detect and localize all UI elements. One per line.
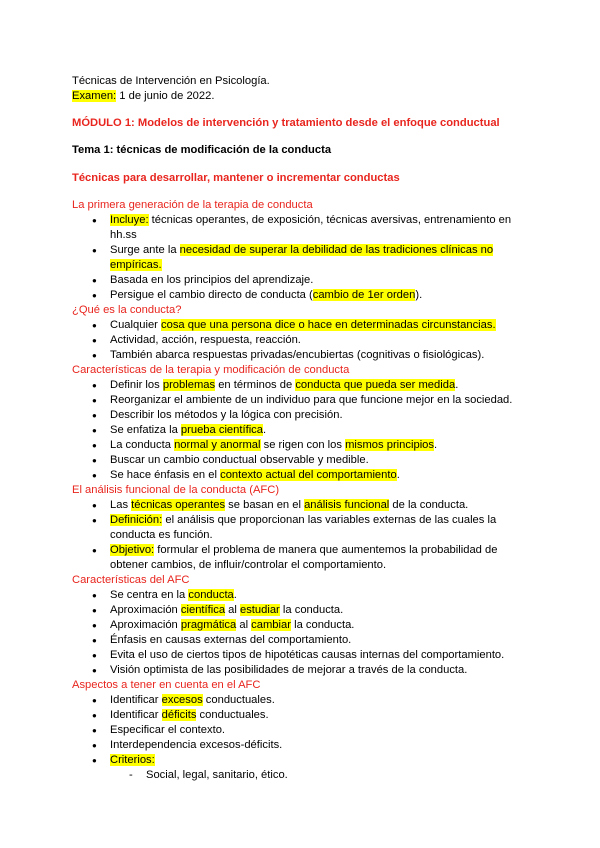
list-item xyxy=(72,438,532,453)
item-text: . xyxy=(263,424,267,436)
item-text: al xyxy=(225,604,240,616)
highlighted-text: conducta xyxy=(188,589,234,601)
highlighted-text: técnicas operantes xyxy=(131,499,226,511)
item-text: . xyxy=(396,469,400,481)
section-heading: La primera generación de la terapia de conducta xyxy=(72,199,313,211)
item-text: Las xyxy=(110,499,132,511)
item-text: Identificar xyxy=(110,709,162,721)
highlighted-text: necesidad de superar la debilidad de las tradiciones clínicas no empíricas. xyxy=(110,244,494,271)
list-item xyxy=(72,408,532,423)
item-text: Se centra en la xyxy=(110,589,189,601)
list-item xyxy=(72,378,532,393)
item-text: Actividad, acción, respuesta, reacción. xyxy=(110,334,301,346)
section-heading: Características del AFC xyxy=(72,574,190,586)
bullet-list xyxy=(72,498,532,573)
highlighted-text: pragmática xyxy=(180,619,237,631)
section-heading: Características de la terapia y modificación de conducta xyxy=(72,364,350,376)
sub-list-item: - Social, legal, sanitario, ético. xyxy=(72,768,532,783)
item-text: Evita el uso de ciertos tipos de hipotéticas causas internas del comportamiento. xyxy=(110,649,505,661)
item-text: Buscar un cambio conductual observable y medible. xyxy=(110,454,369,466)
list-item xyxy=(72,543,532,573)
item-text: También abarca respuestas privadas/encubiertas (cognitivas o fisiológicas). xyxy=(110,349,485,361)
item-text: Se hace énfasis en el xyxy=(110,469,221,481)
item-text: el análisis que proporcionan las variables externas de las cuales la conducta es función. xyxy=(110,514,497,541)
section-heading: El análisis funcional de la conducta (AFC) xyxy=(72,484,280,496)
item-text: Identificar xyxy=(110,694,162,706)
highlighted-text: Incluye: xyxy=(110,214,149,226)
highlighted-text: estudiar xyxy=(239,604,280,616)
item-text: La conducta xyxy=(110,439,175,451)
bullet-list xyxy=(72,318,532,363)
item-text: técnicas operantes, de exposición, técnicas aversivas, entrenamiento en hh.ss xyxy=(110,214,512,241)
highlighted-text: cambiar xyxy=(251,619,291,631)
section-title: Técnicas para desarrollar, mantener o incrementar conductas xyxy=(72,172,400,184)
item-text: Interdependencia excesos-déficits. xyxy=(110,739,283,751)
bullet-list xyxy=(72,588,532,678)
tema-title: Tema 1: técnicas de modificación de la conducta xyxy=(72,144,332,156)
course-title: Técnicas de Intervención en Psicología. xyxy=(72,75,270,87)
item-text: se rigen con los xyxy=(260,439,346,451)
list-item xyxy=(72,453,532,468)
dash-list xyxy=(72,768,532,783)
item-text: en términos de xyxy=(215,379,296,391)
item-text: Definir los xyxy=(110,379,163,391)
highlighted-text: científica xyxy=(180,604,226,616)
item-text: Surge ante la xyxy=(110,244,180,256)
item-text: Énfasis en causas externas del comportamiento. xyxy=(110,634,352,646)
list-item xyxy=(72,723,532,738)
item-text: Persigue el cambio directo de conducta ( xyxy=(110,289,313,301)
item-text: Basada en los principios del aprendizaje. xyxy=(110,274,314,286)
list-item xyxy=(72,663,532,678)
highlighted-text: análisis funcional xyxy=(304,499,390,511)
item-text: al xyxy=(236,619,252,631)
highlighted-text: excesos xyxy=(161,694,203,706)
list-item xyxy=(72,273,532,288)
bullet-list xyxy=(72,213,532,303)
item-text: conductuales. xyxy=(202,694,275,706)
item-text: formular el problema de manera que aumentemos la probabilidad de obtener cambios, de influir/controlar el comportamiento. xyxy=(110,544,498,571)
bullet-list xyxy=(72,693,532,768)
list-item xyxy=(72,213,532,243)
list-item xyxy=(72,603,532,618)
item-text: . xyxy=(233,589,237,601)
list-item xyxy=(72,423,532,438)
list-item xyxy=(72,753,532,768)
highlighted-text: Criterios: xyxy=(110,754,155,766)
highlighted-text: cambio de 1er orden xyxy=(312,289,416,301)
list-item xyxy=(72,648,532,663)
item-text: Reorganizar el ambiente de un individuo para que funcione mejor en la sociedad. xyxy=(110,394,513,406)
bullet-list xyxy=(72,378,532,483)
list-item xyxy=(72,243,532,273)
content-sections xyxy=(72,198,532,783)
list-item xyxy=(72,333,532,348)
module-title: MÓDULO 1: Modelos de intervención y tratamiento desde el enfoque conductual xyxy=(72,117,500,129)
highlighted-text: conducta que pueda ser medida xyxy=(295,379,456,391)
exam-date: 1 de junio de 2022. xyxy=(116,90,215,102)
highlighted-text: prueba científica xyxy=(180,424,263,436)
list-item xyxy=(72,708,532,723)
item-text: Visión optimista de las posibilidades de mejorar a través de la conducta. xyxy=(110,664,468,676)
item-text: la conducta. xyxy=(279,604,344,616)
item-text: Especificar el contexto. xyxy=(110,724,226,736)
item-text: la conducta. xyxy=(290,619,355,631)
document-page xyxy=(72,74,532,783)
item-text: Aproximación xyxy=(110,604,181,616)
highlighted-text: déficits xyxy=(161,709,197,721)
list-item xyxy=(72,618,532,633)
item-text: Se enfatiza la xyxy=(110,424,181,436)
item-text: conductuales. xyxy=(196,709,269,721)
exam-label: Examen: xyxy=(72,90,117,102)
list-item xyxy=(72,513,532,543)
list-item xyxy=(72,393,532,408)
list-item xyxy=(72,288,532,303)
highlighted-text: Objetivo: xyxy=(110,544,155,556)
list-item xyxy=(72,468,532,483)
highlighted-text: mismos principios xyxy=(345,439,434,451)
highlighted-text: normal y anormal xyxy=(174,439,261,451)
item-text: Describir los métodos y la lógica con precisión. xyxy=(110,409,343,421)
item-text: . xyxy=(434,439,438,451)
exam-line xyxy=(72,89,532,104)
list-item xyxy=(72,693,532,708)
list-item xyxy=(72,498,532,513)
item-text: se basan en el xyxy=(225,499,305,511)
list-item xyxy=(72,738,532,753)
list-item xyxy=(72,348,532,363)
section-heading: Aspectos a tener en cuenta en el AFC xyxy=(72,679,261,691)
list-item xyxy=(72,318,532,333)
item-text: Cualquier xyxy=(110,319,161,331)
item-text: Aproximación xyxy=(110,619,181,631)
list-item xyxy=(72,633,532,648)
list-item xyxy=(72,588,532,603)
item-text: de la conducta. xyxy=(389,499,469,511)
section-heading: ¿Qué es la conducta? xyxy=(72,304,182,316)
highlighted-text: cosa que una persona dice o hace en determinadas circunstancias. xyxy=(161,319,496,331)
highlighted-text: Definición: xyxy=(110,514,163,526)
highlighted-text: problemas xyxy=(162,379,216,391)
item-text: . xyxy=(455,379,459,391)
item-text: ). xyxy=(415,289,423,301)
highlighted-text: contexto actual del comportamiento xyxy=(220,469,397,481)
